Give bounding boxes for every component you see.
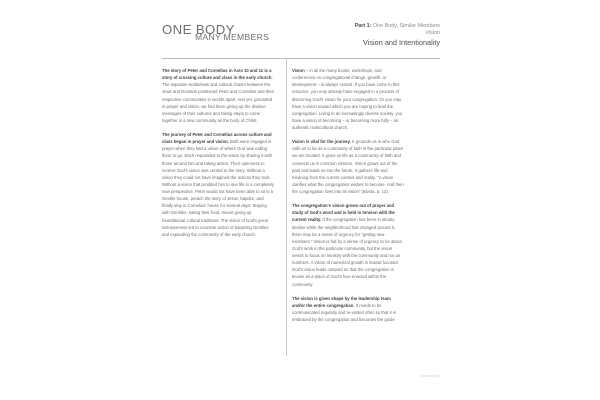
paragraph-lead: The vision is given shape by the leadership team and/or the entire congregation. bbox=[292, 295, 391, 308]
paragraph bbox=[292, 138, 404, 195]
paragraph-body: Both were engaged in prayer when they had a vision of where God was calling them to go. Each responded to the vision by sharing it with those around him and taking action. Their openness to receive God's vision was central to the story. Without a vision they could not have imagined the actions they took. Without a vision that prodded him to see life in a completely new perspective, Peter would not have been able to sit in a Gentile house, preach the story of Jesus, baptize, and finally stay in Cornelius' house for several days. Staying with Gentiles, eating their food, meant giving up foundational cultural traditions. The vision of God's great inclusiveness led to concrete action of baptizing Gentiles and expanding the community of the early church. bbox=[162, 139, 274, 237]
paragraph-body: The separate worldviews and cultural chasm between the Jews and Romans positioned Peter and Cornelius and their respective communities in worlds apart. And yet, grounded in prayer and vision, we find them giving up the divisive messages of their cultures and taking steps to come together in a new community as the body of Christ. bbox=[162, 82, 274, 123]
left-text-column bbox=[162, 67, 274, 238]
paragraph bbox=[292, 295, 404, 324]
paragraph-lead: The story of Peter and Cornelius in Acts 10 and 11 is a story of crossing culture and class in the early church. bbox=[162, 68, 273, 81]
paragraph bbox=[292, 202, 404, 288]
header-divider-rule bbox=[162, 58, 440, 59]
header-section-name: Vision bbox=[425, 30, 440, 37]
paragraph-lead: The journey of Peter and Cornelius across culture and class began in prayer and vision. bbox=[162, 132, 272, 145]
header-part-title: One Body, Similar Members bbox=[372, 23, 440, 29]
paragraph-lead: Vision bbox=[292, 68, 305, 73]
paragraph-body: If the congregation has been in steady decline while the neighborhood has changed around it, there may be a sense of urgency for "getting new members." Vision is fed by a sense of urgency to be about God's work in the particular community, but the vision needs to focus on ministry with the community and not on numbers. A vision of numerical growth is inward focused. God's vision leads outward so that the congregation is known as a place of God's love enacted within the community. bbox=[292, 217, 402, 287]
paragraph-body: It needs to be communicated regularly and re-visited often so that it is embraced by the congregation and becomes the guide bbox=[292, 302, 396, 322]
logo-secondary-text: MANY MEMBERS bbox=[195, 31, 270, 42]
paragraph-body: – in all the many books, workshops, and conferences on congregational change, growth, or development – is always central. If you have come to this resource, you may already have engaged in a process of discerning God's vision for your congregation. Or you may have a vision toward which you are hoping to lead the congregation. Living in an increasingly diverse society, you have a vision of becoming – or becoming more fully – an authentic multicultural church. bbox=[292, 68, 403, 130]
header-part-prefix: Part 1: bbox=[354, 23, 372, 29]
page-title: Vision and Intentionality bbox=[363, 38, 440, 48]
footer-continued-label: (continued) bbox=[419, 374, 440, 378]
header-section-info bbox=[270, 23, 440, 48]
paragraph bbox=[162, 131, 274, 238]
right-text-column bbox=[292, 67, 404, 323]
logo-primary-text: ONE BODY bbox=[162, 22, 235, 37]
paragraph-body: It grounds us in who God calls us to be as a community of faith in the particular place we are located. It gives us life as a community of faith and connects us in common mission. Vision grows out of the past and leads us into the future. It gathers life and meaning from the current context and reality. "A vision clarifies what the congregation wishes to become. And then the congregation lives into its vision" (Bivola, p. 12). bbox=[292, 139, 404, 194]
header-part-line bbox=[270, 23, 440, 30]
paragraph bbox=[292, 67, 404, 131]
paragraph-lead: Vision is vital for the journey. bbox=[292, 139, 351, 145]
paragraph bbox=[162, 67, 274, 124]
paragraph-lead: The congregation's vision grows out of prayer and study of God's word and is held in tension with the current reality. bbox=[292, 203, 395, 223]
page-header bbox=[162, 22, 440, 52]
column-divider-rule bbox=[286, 58, 287, 356]
